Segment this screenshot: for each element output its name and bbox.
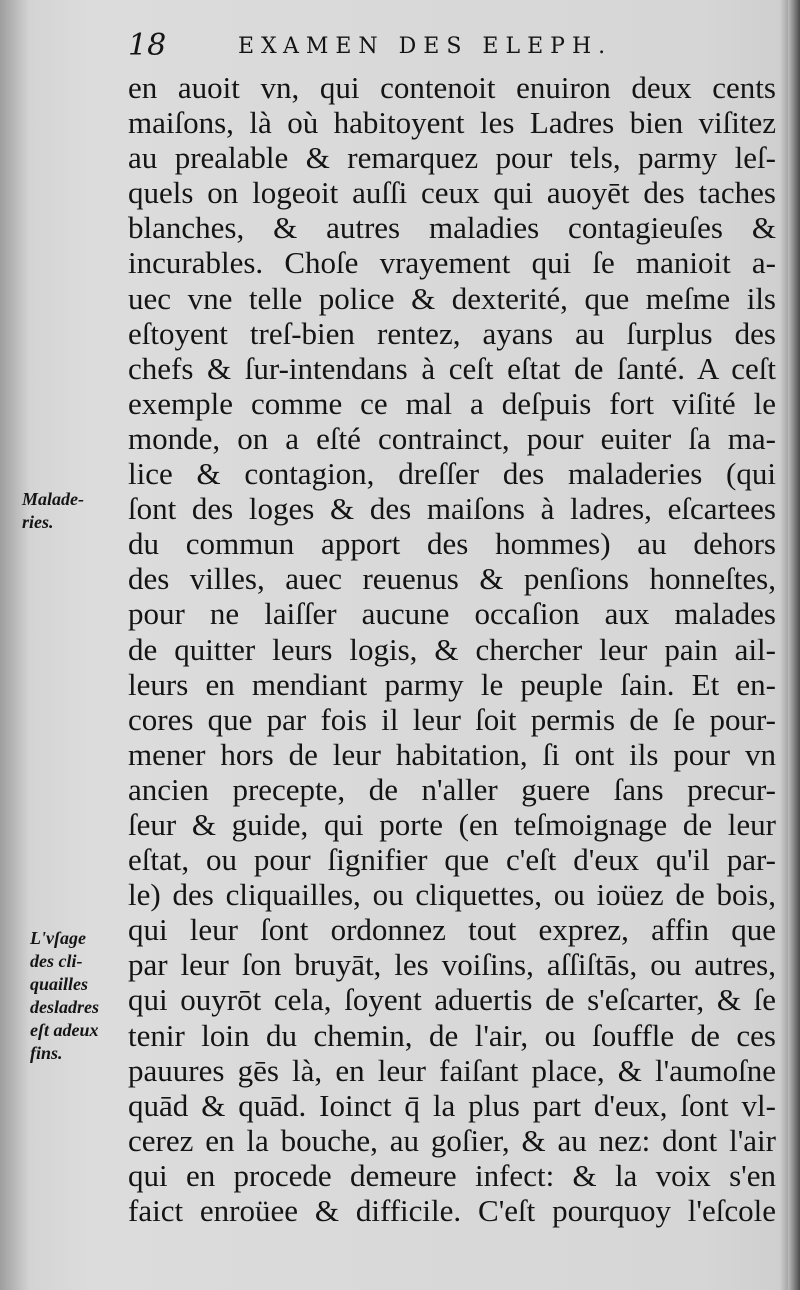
text-line: qui leur ſont ordonnez tout exprez, affin que	[128, 912, 776, 948]
text-line: maiſons, là où habitoyent les Ladres bien viſitez	[128, 105, 776, 141]
text-line: pour ne laiſſer aucune occaſion aux malades	[128, 596, 776, 632]
marginal-line: desladres	[30, 997, 99, 1017]
text-line: eſtat, ou pour ſignifier que c'eſt d'eux qu'il par-	[128, 842, 776, 878]
text-line: pauures gēs là, en leur faiſant place, & l'aumoſne	[128, 1052, 776, 1088]
text-line: tenir loin du chemin, de l'air, ou ſouffle de ces	[128, 1017, 776, 1053]
text-line: le) des cliquailles, ou cliquettes, ou ioüez de bois,	[128, 877, 776, 913]
text-line: exemple comme ce mal a deſpuis fort viſité le	[128, 385, 776, 421]
marginal-line: L'vſage	[30, 928, 86, 948]
text-line: qui en procede demeure infect: & la voix s'en	[128, 1157, 776, 1193]
running-head: EXAMEN DES ELEPH.	[238, 34, 613, 59]
marginal-note-maladeries	[22, 488, 132, 534]
text-line: cerez en la bouche, au goſier, & au nez: dont l'air	[128, 1122, 776, 1158]
text-line: blanches, & autres maladies contagieuſes &	[128, 210, 776, 246]
marginal-line: quailles	[30, 974, 89, 994]
text-line: chefs & ſur-intendans à ceſt eſtat de ſanté. A ceſt	[128, 350, 776, 386]
text-line: au prealable & remarquez pour tels, parmy leſ-	[128, 140, 776, 176]
marginal-line: des cli-	[30, 951, 83, 971]
text-line: monde, on a eſté contrainct, pour euiter ſa ma-	[128, 420, 776, 456]
marginal-note-cliquailles	[30, 927, 140, 1065]
marginal-line: Malade-	[22, 489, 84, 509]
text-line: ancien precepte, de n'aller guere ſans precur-	[128, 771, 776, 807]
text-line: cores que par fois il leur ſoit permis de ſe pour-	[128, 701, 776, 737]
marginal-line: ries.	[22, 512, 54, 532]
text-line: ſont des loges & des maiſons à ladres, eſcartees	[128, 491, 776, 527]
text-line: ſeur & guide, qui porte (en teſmoignage de leur	[128, 806, 776, 842]
page-number: 18	[128, 28, 167, 63]
marginal-line: eſt adeux	[30, 1020, 99, 1040]
page-header	[128, 28, 688, 68]
body-text	[128, 70, 776, 1228]
text-line: des villes, auec reuenus & penſions honneſtes,	[128, 561, 776, 597]
text-line: quels on logeoit auſſi ceux qui auoyēt des taches	[128, 175, 776, 211]
text-line: leurs en mendiant parmy le peuple ſain. Et en-	[128, 666, 776, 702]
text-line: en auoit vn, qui contenoit enuiron deux cents	[128, 70, 776, 105]
text-line: uec vne telle police & dexterité, que meſme ils	[128, 280, 776, 316]
text-line: qui ouyrōt cela, ſoyent aduertis de s'eſcarter, & ſe	[128, 982, 776, 1018]
text-line: quād & quād. Ioinct q̄ la plus part d'eux, ſont vl-	[128, 1087, 776, 1123]
text-line: du commun apport des hommes) au dehors	[128, 526, 776, 562]
page-edge-shadow	[788, 0, 800, 1290]
text-line: eſtoyent treſ-bien rentez, ayans au ſurplus des	[128, 315, 776, 351]
marginal-line: fins.	[30, 1043, 63, 1063]
text-line: mener hors de leur habitation, ſi ont ils pour vn	[128, 736, 776, 772]
text-line: lice & contagion, dreſſer des maladeries (qui	[128, 456, 776, 492]
text-line: faict enroüee & difficile. C'eſt pourquoy l'eſcole	[128, 1193, 776, 1228]
text-line: incurables. Choſe vrayement qui ſe manioit a-	[128, 245, 776, 281]
text-line: par leur ſon bruyāt, les voiſins, aſſiſtās, ou autres,	[128, 947, 776, 983]
text-line: de quitter leurs logis, & chercher leur pain ail-	[128, 631, 776, 667]
